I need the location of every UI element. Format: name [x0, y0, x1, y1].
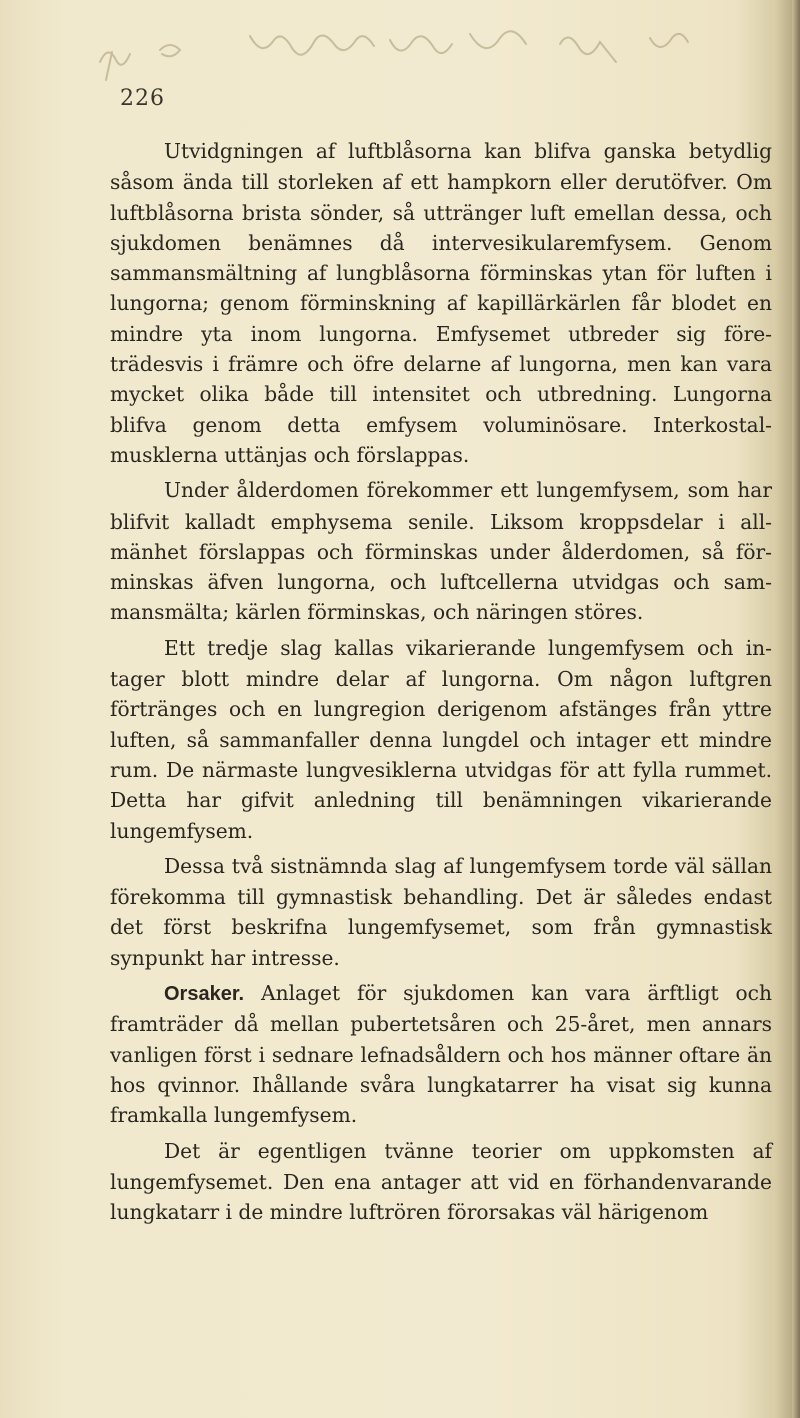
paragraph — [110, 1136, 772, 1228]
body-text — [110, 136, 772, 1227]
paragraph — [110, 475, 772, 627]
paragraph-text: Dessa två sistnämnda slag af lungemfysem torde väl sällan förekomma till gymnastisk behandling. Det är således endast det först beskrifna lungemfysemet, som från gymnastisk synpunkt har intresse. — [110, 853, 772, 970]
page-number: 226 — [120, 86, 165, 111]
paragraph — [110, 633, 772, 846]
paragraph-text: Ett tredje slag kallas vikarierande lungemfysem och intager blott mindre delar af lungorna. Om någon luftgren förtränges och en lungregion derigenom afstänges från yttre luften, så sammanfaller denna lungdel och intager ett mindre rum. De närmaste lungvesiklerna utvidgas för att fylla rummet. Detta har gifvit anledning till benämningen vikarierande lungemfysem. — [110, 635, 772, 843]
page-edge-shadow — [792, 0, 800, 1418]
paragraph-text: Det är egentligen tvänne teorier om uppkomsten af lungemfysemet. Den ena antager att vid en förhandenvarande lungkatarr i de mindre luftrören förorsakas väl härigenom — [110, 1138, 772, 1225]
paragraph — [110, 978, 772, 1130]
paragraph-text: Utvidgningen af luftblåsorna kan blifva ganska betydlig såsom ända till storleken af ett hampkorn eller derutöfver. Om luftblåsorna brista sönder, så uttränger luft emellan dessa, och sjukdomen benämnes då intervesikularemfysem. Genom sammansmältning af lungblåsorna förminskas ytan för luften i lungorna; genom förminskning af kapillärkärlen får blodet en mindre yta inom lungorna. Emfysemet utbreder sig företrädesvis i främre och öfre delarne af lungorna, men kan vara mycket olika både till intensitet och utbredning. Lungorna blifva genom detta emfysem voluminösare. Interkostalmusklerna uttänjas och förslappas. — [110, 139, 772, 467]
bleed-through-handwriting — [90, 22, 710, 82]
paragraph — [110, 136, 772, 470]
paragraph — [110, 851, 772, 973]
section-heading: Orsaker. — [164, 983, 245, 1006]
paragraph-text: Anlaget för sjukdomen kan vara ärftligt och framträder då mellan pubertetsåren och 25-året, men annars vanligen först i sednare lefnadsåldern och hos männer oftare än hos qvinnor. Ihållande svåra lungkatarrer ha visat sig kunna framkalla lungemfysem. — [110, 981, 772, 1128]
paragraph-text: Under ålderdomen förekommer ett lungemfysem, som har blifvit kalladt emphysema senile. Liksom kroppsdelar i allmänhet förslappas och förminskas under ålderdomen, så förminskas äfven lungorna, och luftcellerna utvidgas och sammansmälta; kärlen förminskas, och näringen störes. — [110, 478, 772, 625]
